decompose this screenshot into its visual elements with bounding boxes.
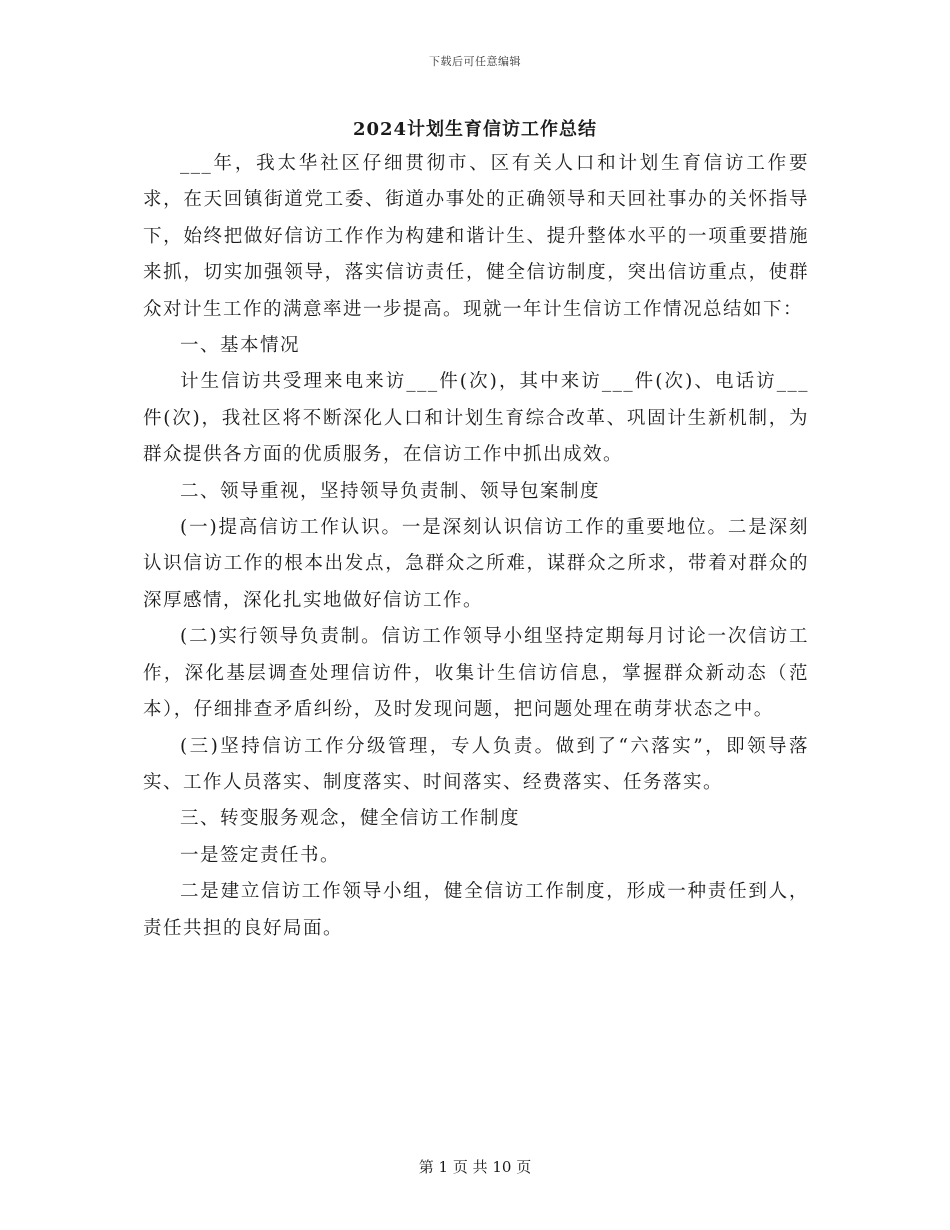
paragraph-point-1: 一是签定责任书。 [180, 844, 341, 866]
paragraph-item-3: (三)坚持信访工作分级管理，专人负责。做到了“六落实”，即领导落实、工作人员落实、制度落实、时间落实、经费落实、任务落实。 [143, 735, 809, 793]
paragraph-point-2: 二是建立信访工作领导小组，健全信访工作制度，形成一种责任到人，责任共担的良好局面。 [143, 881, 809, 939]
paragraph-basic-situation: 计生信访共受理来电来访___件(次)，其中来访___件(次)、电话访___件(次)，我社区将不断深化人口和计划生育综合改革、巩固计生新机制，为群众提供各方面的优质服务，在信访工作中抓出成效。 [143, 371, 809, 466]
page-number-footer: 第 1 页 共 10 页 [418, 1158, 532, 1176]
paragraph-item-1: (一)提高信访工作认识。一是深刻认识信访工作的重要地位。二是深刻认识信访工作的根本出发点，急群众之所难，谋群众之所求，带着对群众的深厚感情，深化扎实地做好信访工作。 [143, 517, 809, 611]
section-heading-1: 一、基本情况 [180, 335, 301, 357]
paragraph-item-2: (二)实行领导负责制。信访工作领导小组坚持定期每月讨论一次信访工作，深化基层调查处理信访件，收集计生信访信息，掌握群众新动态（范本），仔细排查矛盾纠纷，及时发现问题，把问题处理在萌芽状态之中。 [143, 626, 809, 721]
document-title: 2024计划生育信访工作总结 [352, 119, 598, 140]
section-heading-2: 二、领导重视，坚持领导负责制、领导包案制度 [180, 480, 601, 502]
paragraph-intro: ___年，我太华社区仔细贯彻市、区有关人口和计划生育信访工作要求，在天回镇街道党工委、街道办事处的正确领导和天回社事办的关怀指导下，始终把做好信访工作作为构建和谐计生、提升整体水平的一项重要措施来抓，切实加强领导，落实信访责任，健全信访制度，突出信访重点，使群众对计生工作的满意率进一步提高。现就一年计生信访工作情况总结如下： [143, 153, 809, 320]
header-note: 下载后可任意编辑 [429, 55, 521, 68]
section-heading-3: 三、转变服务观念，健全信访工作制度 [180, 808, 521, 830]
document-body [143, 146, 809, 947]
